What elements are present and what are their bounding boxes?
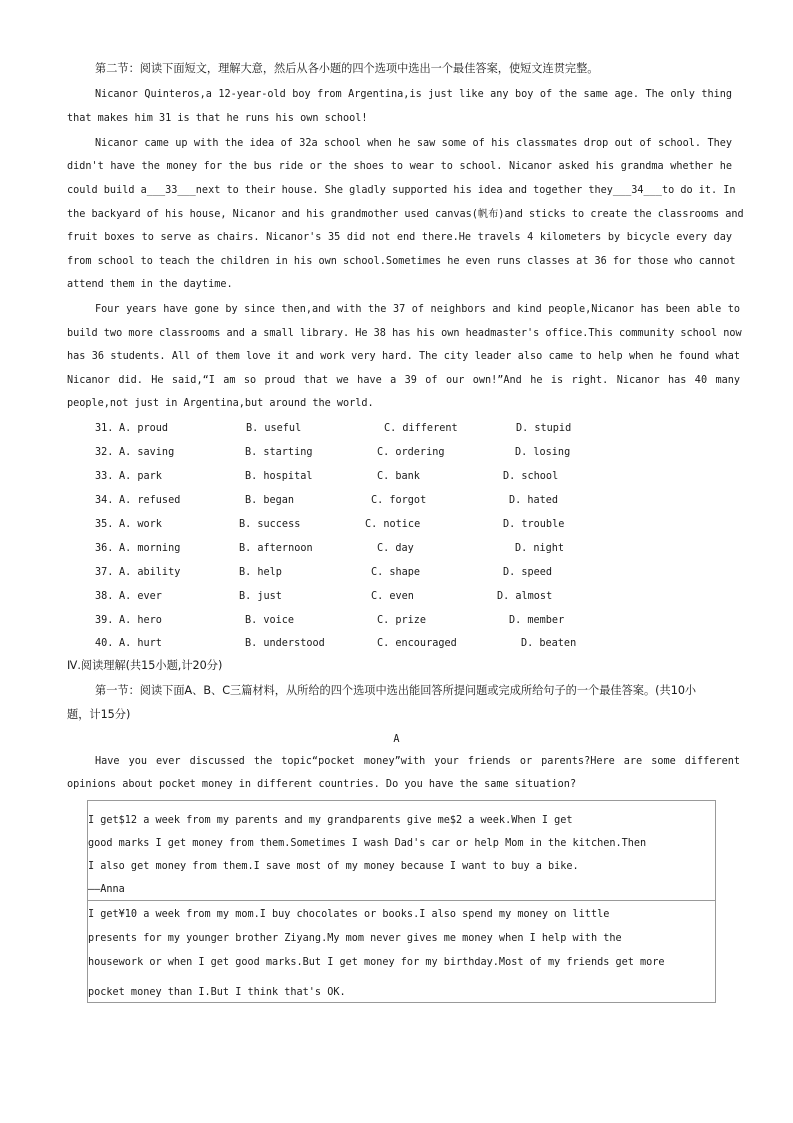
option-b: B. starting [245,447,313,458]
option-c: C. notice [365,519,421,530]
passage-a-intro-line: opinions about pocket money in different countries. Do you have the same situation? [67,779,577,790]
option-d: D. speed [503,567,553,578]
passage-line: attend them in the daytime. [67,279,233,290]
passage-line: build two more classrooms and a small library. He 38 has his own headmaster's office.This community school now [67,328,742,339]
option-d: D. losing [515,447,571,458]
option-d: D. member [509,615,565,626]
question-row-39 [0,613,793,629]
question-number: 37. [95,567,114,578]
question-row-37 [0,565,793,581]
option-c: C. shape [371,567,421,578]
passage-line: Four years have gone by since then,and with the 37 of neighbors and kind people,Nicanor has been able to [95,304,740,315]
question-number: 40. [95,638,114,649]
option-c: C. prize [377,615,427,626]
passage-label: A [393,734,400,745]
option-a: A. park [119,471,162,482]
option-d: D. almost [497,591,553,602]
question-number: 36. [95,543,114,554]
section4-instruction-line2: 题，计15分) [67,708,131,721]
question-number: 33. [95,471,114,482]
option-b: B. began [245,495,295,506]
question-row-38 [0,589,793,605]
option-b: B. useful [246,423,302,434]
option-d: D. beaten [521,638,577,649]
question-row-35 [0,517,793,533]
passage-line: the backyard of his house, Nicanor and his grandmother used canvas(帆布)and sticks to create the classrooms and [67,209,744,220]
option-d: D. hated [509,495,559,506]
option-a: A. hero [119,615,162,626]
section4-instruction-line1: 第一节：阅读下面A、B、C三篇材料，从所给的四个选项中选出能回答所提问题或完成所给句子的一个最佳答案。(共10小 [95,684,697,697]
passage-line: Nicanor Quinteros,a 12-year-old boy from Argentina,is just like any boy of the same age. The only thing [95,89,732,100]
question-row-33 [0,469,793,485]
option-a: A. refused [119,495,181,506]
passage-line: Nicanor came up with the idea of 32a school when he saw some of his classmates drop out of school. They [95,138,732,149]
opinion-line: housework or when I get good marks.But I get money for my birthday.Most of my friends get more [88,957,665,968]
option-a: A. work [119,519,162,530]
opinion-line: presents for my younger brother Ziyang.My mom never gives me money when I help with the [88,933,622,944]
section4-heading: Ⅳ.阅读理解(共15小题,计20分) [67,659,223,672]
passage-line: didn't have the money for the bus ride or the shoes to wear to school. Nicanor asked his grandma whether he [67,161,732,172]
option-b: B. help [239,567,282,578]
opinion-line: I get$12 a week from my parents and my grandparents give me$2 a week.When I get [88,815,573,826]
question-row-36 [0,541,793,557]
opinion-line: I get¥10 a week from my mom.I buy chocolates or books.I also spend my money on little [88,909,610,920]
option-c: C. day [377,543,414,554]
passage-line: could build a___33___next to their house. She gladly supported his idea and together they___34___to do it. In [67,185,736,196]
opinion-line: good marks I get money from them.Sometimes I wash Dad's car or help Mom in the kitchen.Then [88,838,647,849]
option-c: C. different [384,423,458,434]
opinion-author: ——Anna [88,884,125,895]
option-d: D. school [503,471,559,482]
question-row-34 [0,493,793,509]
option-a: A. proud [119,423,169,434]
opinion-line: I also get money from them.I save most of my money because I want to buy a bike. [88,861,579,872]
option-c: C. bank [377,471,420,482]
question-number: 39. [95,615,114,626]
opinion-line: pocket money than I.But I think that's OK. [88,987,346,998]
question-number: 32. [95,447,114,458]
option-a: A. saving [119,447,175,458]
option-b: B. hospital [245,471,313,482]
option-a: A. ability [119,567,181,578]
passage-line: from school to teach the children in his own school.Sometimes he even runs classes at 36 for those who cannot [67,256,736,267]
option-b: B. just [239,591,282,602]
section2-instruction: 第二节：阅读下面短文，理解大意，然后从各小题的四个选项中选出一个最佳答案，使短文连贯完整。 [95,62,599,75]
option-d: D. stupid [516,423,572,434]
option-c: C. encouraged [377,638,457,649]
option-b: B. voice [245,615,295,626]
option-c: C. forgot [371,495,427,506]
option-b: B. understood [245,638,325,649]
question-number: 31. [95,423,114,434]
passage-line: people,not just in Argentina,but around the world. [67,398,374,409]
option-b: B. afternoon [239,543,313,554]
passage-line: that makes him 31 is that he runs his own school! [67,113,368,124]
option-a: A. ever [119,591,162,602]
question-row-32 [0,445,793,461]
option-a: A. morning [119,543,181,554]
option-d: D. night [515,543,565,554]
passage-a-intro-line: Have you ever discussed the topic“pocket money”with your friends or parents?Here are some different [95,756,740,767]
passage-line: has 36 students. All of them love it and work very hard. The city leader also came to help when he found what [67,351,740,362]
option-c: C. ordering [377,447,445,458]
option-b: B. success [239,519,301,530]
option-d: D. trouble [503,519,565,530]
question-number: 35. [95,519,114,530]
question-row-40 [0,636,793,652]
question-row-31 [0,421,793,437]
passage-line: fruit boxes to serve as chairs. Nicanor's 35 did not end there.He travels 4 kilometers by bicycle every day [67,232,732,243]
option-a: A. hurt [119,638,162,649]
option-c: C. even [371,591,414,602]
passage-line: Nicanor did. He said,“I am so proud that we have a 39 of our own!”And he is right. Nicanor has 40 many [67,375,740,386]
question-number: 38. [95,591,114,602]
question-number: 34. [95,495,114,506]
